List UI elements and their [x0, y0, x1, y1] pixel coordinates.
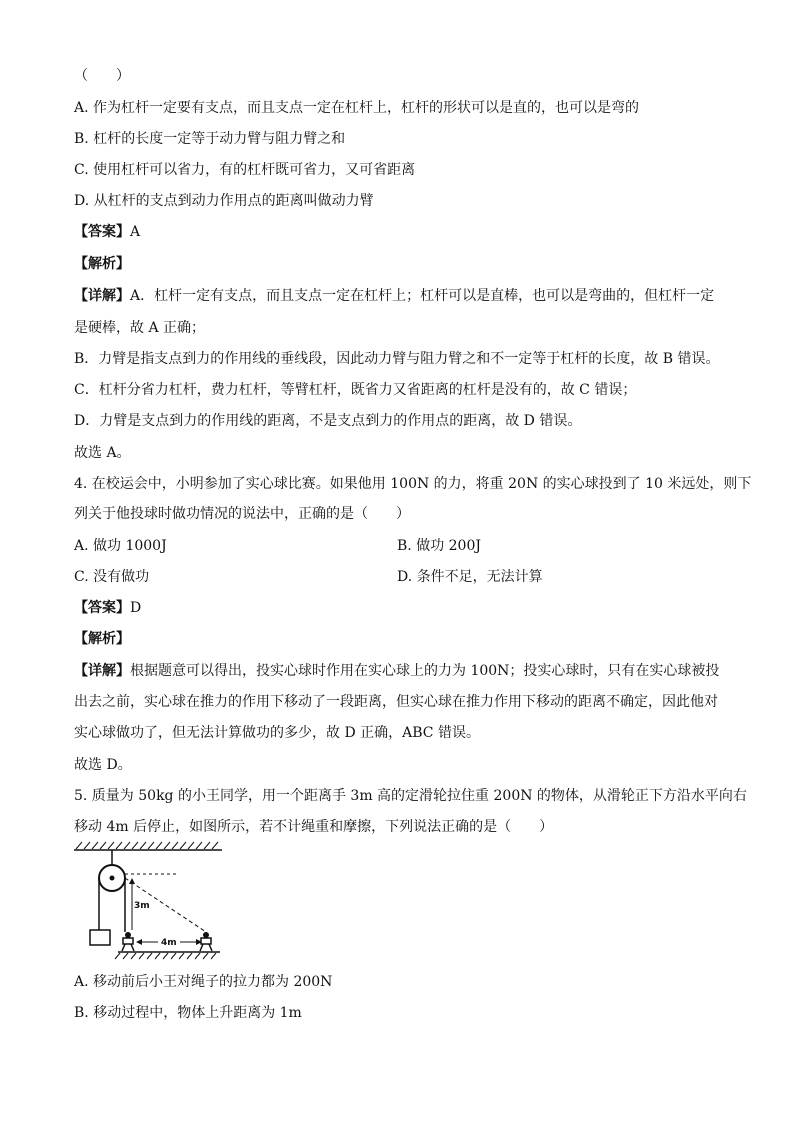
weight-block: [90, 930, 110, 945]
q4-stem-line-2: 列关于他投球时做功情况的说法中，正确的是（ ）: [74, 506, 410, 522]
q3-conclusion: 故选 A。: [74, 445, 131, 461]
ceiling: [74, 842, 222, 850]
distance-label: 4m: [161, 938, 177, 948]
q4-option-a: A. 做功 1000J: [74, 538, 167, 554]
q4-detail-line-1: 【详解】根据题意可以得出，投实心球时作用在实心球上的力为 100N；投实心球时，只有在实心球被投: [74, 663, 720, 679]
q3-option-c: C. 使用杠杆可以省力，有的杠杆既可省力，又可省距离: [74, 162, 416, 178]
q3-stem-tail: （ ）: [74, 68, 130, 84]
q3-option-a: A. 作为杠杆一定要有支点，而且支点一定在杠杆上，杠杆的形状可以是直的，也可以是弯的: [74, 100, 640, 116]
q4-stem-line-1: 4. 在校运会中，小明参加了实心球比赛。如果他用 100N 的力，将重 20N 的实心球投到了 10 米远处，则下: [74, 476, 752, 492]
q4-detail-line-3: 实心球做功了，但无法计算做功的多少，故 D 正确，ABC 错误。: [74, 725, 480, 741]
q4-option-d: D. 条件不足，无法计算: [397, 569, 543, 585]
q3-answer-tag: 【答案】: [74, 224, 130, 240]
q3-detail-line-4: C．杠杆分省力杠杆，费力杠杆，等臂杠杆，既省力又省距离的杠杆是没有的，故 C 错误；: [74, 382, 637, 398]
q4-option-b: B. 做功 200J: [397, 538, 481, 554]
q4-option-c: C. 没有做功: [74, 569, 150, 585]
q4-answer: [74, 598, 141, 618]
q5-option-b: B. 移动过程中，物体上升距离为 1m: [74, 1005, 302, 1021]
q4-detail-tag: 【详解】: [74, 663, 130, 679]
q3-detail-line-5: D．力臂是支点到力的作用线的距离，不是支点到力的作用点的距离，故 D 错误。: [74, 413, 582, 429]
q5-option-a: A. 移动前后小王对绳子的拉力都为 200N: [74, 974, 333, 990]
q3-analysis-tag: 【解析】: [74, 256, 130, 272]
q3-detail-line-3: B．力臂是指支点到力的作用线的垂线段，因此动力臂与阻力臂之和不一定等于杠杆的长度，故 B 错误。: [74, 351, 720, 367]
q4-conclusion: 故选 D。: [74, 757, 132, 773]
person-initial: [122, 932, 134, 951]
q4-answer-tag: 【答案】: [74, 600, 130, 616]
q5-stem-line-2: 移动 4m 后停止，如图所示，若不计绳重和摩擦，下列说法正确的是（ ）: [74, 819, 554, 835]
q4-analysis-tag: 【解析】: [74, 631, 130, 647]
q3-detail-line-1: 【详解】A．杠杆一定有支点，而且支点一定在杠杆上；杠杆可以是直棒，也可以是弯曲的，但杠杆一定: [74, 288, 715, 304]
q4-answer-value: D: [130, 600, 142, 616]
q3-detail-tag: 【详解】: [74, 288, 130, 304]
q5-stem-line-1: 5. 质量为 50kg 的小王同学，用一个距离手 3m 高的定滑轮拉住重 200N 的物体，从滑轮正下方沿水平向右: [74, 788, 747, 804]
q3-detail-line-2: 是硬棒，故 A 正确；: [74, 320, 206, 336]
q3-answer: [74, 222, 140, 242]
pulley-diagram: [72, 838, 232, 960]
height-label: 3m: [134, 901, 150, 911]
fixed-pulley: [99, 850, 125, 891]
q3-option-b: B. 杠杆的长度一定等于动力臂与阻力臂之和: [74, 131, 346, 147]
q3-option-d: D. 从杠杆的支点到动力作用点的距离叫做动力臂: [74, 193, 374, 209]
person-final: [200, 932, 212, 951]
ground: [115, 952, 220, 959]
q3-answer-value: A: [130, 224, 141, 240]
q4-detail-line-2: 出去之前，实心球在推力的作用下移动了一段距离，但实心球在推力作用下移动的距离不确定，因此他对: [74, 694, 718, 710]
